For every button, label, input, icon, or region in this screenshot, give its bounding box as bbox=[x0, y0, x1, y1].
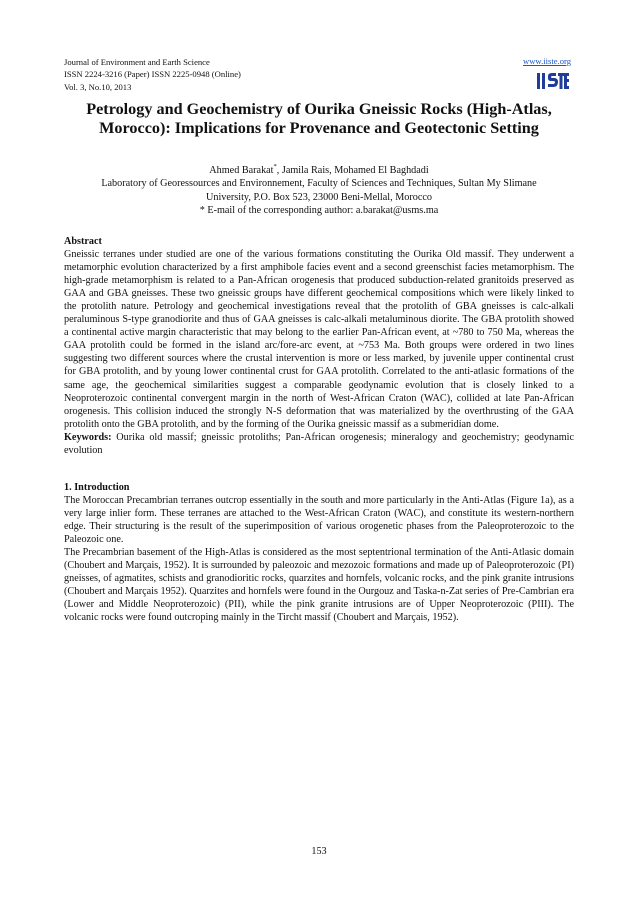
paper-title: Petrology and Geochemistry of Ourika Gneissic Rocks (High-Atlas, Morocco): Implications for Provenance and Geotectonic Setting bbox=[86, 100, 552, 138]
iiste-logo bbox=[536, 70, 570, 92]
journal-header bbox=[64, 56, 241, 93]
page-number: 153 bbox=[311, 846, 327, 857]
abstract-text: Gneissic terranes under studied are one of the various formations constituting the Ourika Old massif. They underwent a metamorphic evolution characterized by a first amphibole facies event and a second greenschist facies metamorphism. The high-grade metamorphism is related to a Pan-African orogenesis that produced subduction-related granitoids preserved as GAA and GBA gneisses. These two gneissic groups have different geochemical compositions which were likely linked to the protolith nature. Petrology and geochemical investigations reveal that the protolith of GBA gneisses is calc-alkali peraluminous S-type granodiorite and thus of GAA gneisses is calc-alkali metaluminous diorite. The GBA protolith showed a continental active margin characteristic that may belong to the earlier Pan-African event, at ~780 to 750 Ma, whereas the GAA protolith could be formed in the island arc/fore-arc event, at ~753 Ma. Both groups were ordered in two lines suggesting two different sources where the crustal intervention is more or less marked, by juvenile upper continental crust for GBA protolith, and by young lower continental crust for GAA protolith. Correlated to the anti-atlasic formations of the same age, the geochemical similarities suggest a comparable geodynamic evolution that is closely linked to a Neoproterozoic continental convergent margin in the north of West-African Craton (WAC), collided at late Pan-African orogenesis. This collision induced the strongly N-S deformation that was materialized by the overthrusting of the GAA protolith onto the GBA protolith, and by the forming of the Ourika gneissic massif as a submeridian dome. bbox=[64, 249, 574, 430]
keywords-text: Ourika old massif; gneissic protoliths; Pan-African orogenesis; mineralogy and geochemistry; geodynamic evolution bbox=[64, 431, 574, 456]
author-block bbox=[64, 164, 574, 218]
corresponding-author-mark: * bbox=[273, 162, 277, 170]
journal-volume: Vol. 3, No.10, 2013 bbox=[64, 81, 132, 92]
introduction-heading: 1. Introduction bbox=[64, 482, 130, 493]
author-list bbox=[64, 164, 574, 177]
corresponding-email: * E-mail of the corresponding author: a.barakat@usms.ma bbox=[199, 205, 439, 217]
introduction-section bbox=[64, 481, 574, 625]
journal-website-link[interactable]: www.iiste.org bbox=[523, 56, 571, 66]
journal-name: Journal of Environment and Earth Science bbox=[64, 57, 210, 67]
abstract-section bbox=[64, 235, 574, 457]
affiliation-line-2: University, P.O. Box 523, 23000 Beni-Mellal, Morocco bbox=[206, 191, 432, 203]
journal-issn: ISSN 2224-3216 (Paper) ISSN 2225-0948 (Online) bbox=[64, 69, 241, 80]
abstract-heading: Abstract bbox=[64, 236, 102, 247]
introduction-paragraph-2: The Precambrian basement of the High-Atlas is considered as the most septentrional termination of the Anti-Atlasic domain (Choubert and Marçais, 1952). It is surrounded by paleozoic and mezozoic formations and made up of Paleoproterozoic (PI) gneisses, of agmatites, schists and granodioritic rocks, quarzites and hornfels, volcanic rocks, and the pink granite intrusions (Choubert and Marçais 1952). Quarzites and hornfels were found in the Ourgouz and Taska-n-Zat series of Pre-Cambrian era (Lower and Middle Neoproterozoic) (PII), while the pink granite intrusions are of Upper Neoproterozoic (PIII). The volcanic rocks were found outcroping mainly in the Tircht massif (Choubert and Marçais, 1952). bbox=[64, 547, 574, 624]
keywords bbox=[64, 431, 574, 457]
author-names-rest: , Jamila Rais, Mohamed El Baghdadi bbox=[276, 165, 429, 176]
introduction-paragraph-1: The Moroccan Precambrian terranes outcrop essentially in the south and more particularly in the Anti-Atlas (Figure 1a), as a very large inlier form. These terranes are attached to the West-African Craton (WAC), and constitute its western-northern edge. Their structuring is the result of the superimposition of various orogenetic phases from the Paleoproterozoic to the Paleozoic one. bbox=[64, 495, 574, 546]
affiliation-line-1: Laboratory of Georessources and Environnement, Faculty of Sciences and Techniques, Sultan My Slimane bbox=[101, 178, 537, 190]
keywords-label: Keywords: bbox=[64, 431, 112, 443]
author-name-first: Ahmed Barakat bbox=[209, 165, 274, 176]
